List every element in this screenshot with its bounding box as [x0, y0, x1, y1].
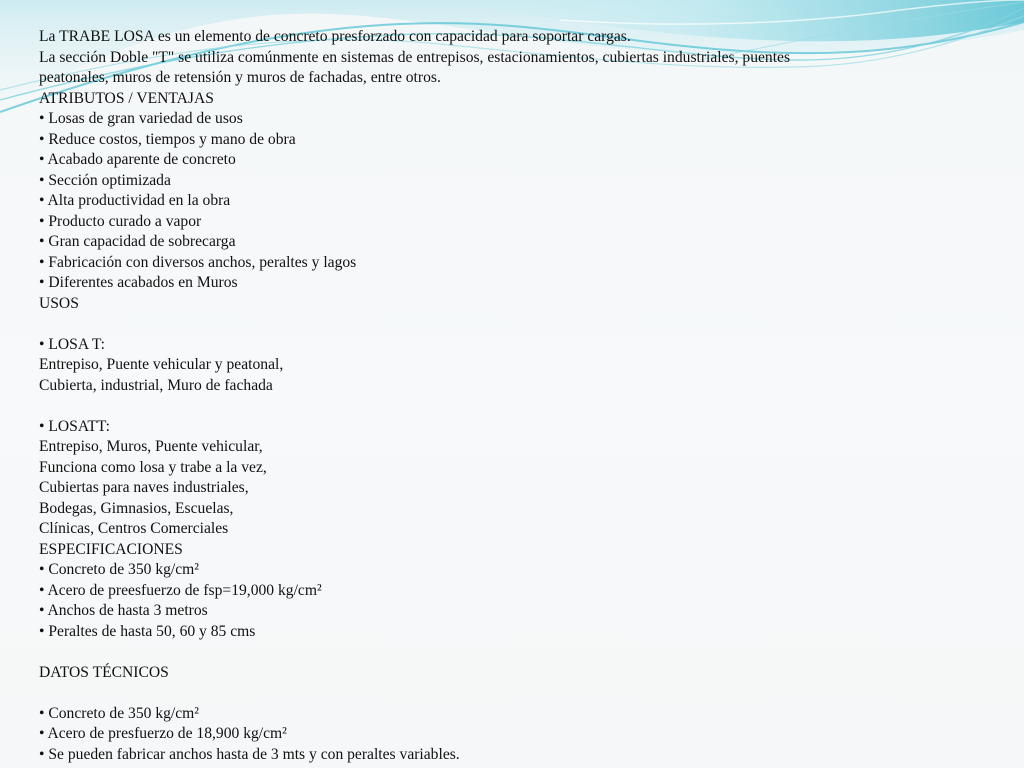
blank-line [39, 314, 999, 335]
bullet-item: • Losas de gran variedad de usos [39, 110, 243, 127]
bullet-item: • LOSATT: [39, 417, 110, 435]
text-line: peatonales, muros de retensión y muros de fachadas, entre otros. [39, 69, 441, 86]
blank-line [39, 642, 999, 663]
bullet-item: • Sección optimizada [39, 171, 171, 189]
bullet-item: • Acero de presfuerzo de 18,900 kg/cm² [39, 725, 287, 742]
bullet-item: • Diferentes acabados en Muros [39, 274, 238, 291]
bullet-item: • Gran capacidad de sobrecarga [39, 233, 236, 250]
slide-body-text [39, 27, 999, 765]
bullet-item: • Concreto de 350 kg/cm² [39, 704, 199, 722]
text-line: Entrepiso, Puente vehicular y peatonal, [39, 356, 284, 373]
bullet-item: • LOSA T: [39, 335, 105, 353]
text-line: Funciona como losa y trabe a la vez, [39, 458, 267, 476]
blank-line [39, 683, 999, 704]
blank-line [39, 396, 999, 417]
bullet-item: • Peraltes de hasta 50, 60 y 85 cms [39, 622, 256, 640]
text-line: Cubierta, industrial, Muro de fachada [39, 376, 273, 394]
text-line: La TRABE LOSA es un elemento de concreto presforzado con capacidad para soportar cargas. [39, 28, 631, 45]
section-heading-atributos: ATRIBUTOS / VENTAJAS [39, 89, 214, 107]
section-heading-usos: USOS [39, 294, 79, 312]
section-heading-datos-tecnicos: DATOS TÉCNICOS [39, 663, 169, 681]
bullet-item: • Acabado aparente de concreto [39, 151, 236, 168]
bullet-item: • Alta productividad en la obra [39, 192, 231, 209]
section-heading-especificaciones: ESPECIFICACIONES [39, 540, 183, 558]
bullet-item: • Anchos de hasta 3 metros [39, 602, 208, 619]
text-line: Bodegas, Gimnasios, Escuelas, [39, 499, 234, 517]
bullet-item: • Acero de preesfuerzo de fsp=19,000 kg/cm² [39, 581, 322, 599]
bullet-item: • Concreto de 350 kg/cm² [39, 561, 199, 578]
bullet-item: • Reduce costos, tiempos y mano de obra [39, 130, 296, 148]
bullet-item: • Producto curado a vapor [39, 212, 202, 230]
text-line: Clínicas, Centros Comerciales [39, 520, 229, 537]
text-line: La sección Doble "T" se utiliza comúnmente en sistemas de entrepisos, estacionamientos, cubiertas industriales, puentes [39, 48, 791, 66]
text-line: Cubiertas para naves industriales, [39, 479, 249, 496]
text-line: Entrepiso, Muros, Puente vehicular, [39, 438, 263, 455]
bullet-item: • Se pueden fabricar anchos hasta de 3 mts y con peraltes variables. [39, 745, 460, 763]
bullet-item: • Fabricación con diversos anchos, peraltes y lagos [39, 253, 357, 271]
